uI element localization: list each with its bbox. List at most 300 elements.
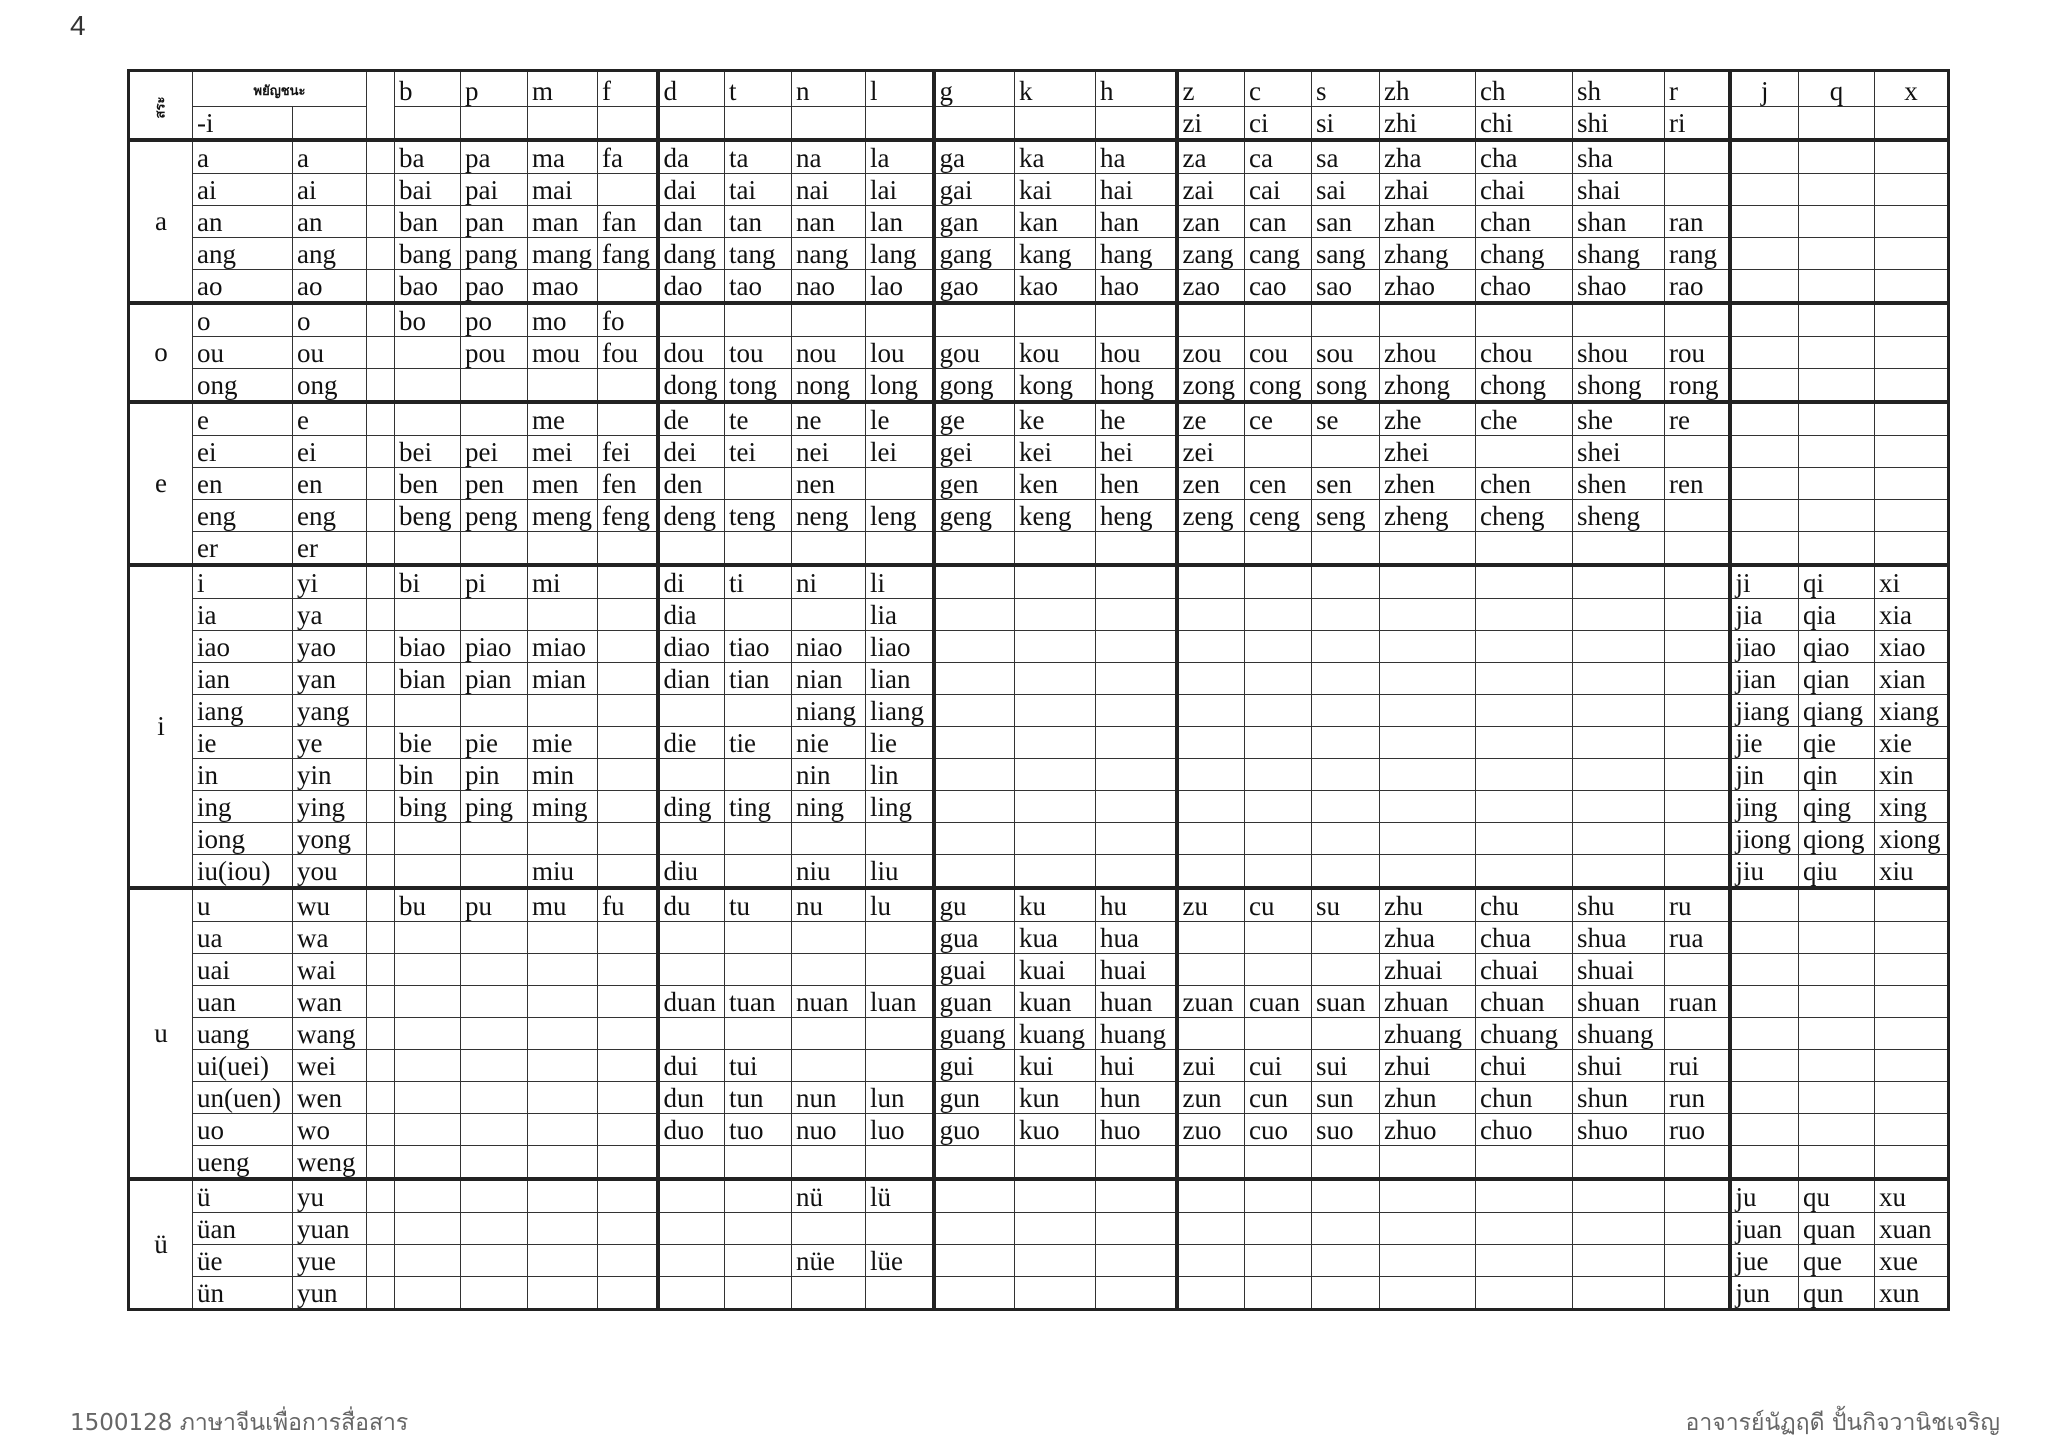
syllable-cell: fa [598, 140, 658, 174]
syllable-cell: lu [866, 888, 934, 922]
syllable-cell: men [528, 468, 598, 500]
syllable-cell [658, 303, 725, 337]
syllable-cell [1380, 695, 1476, 727]
syllable-cell [792, 1277, 866, 1310]
syllable-cell [1875, 1018, 1949, 1050]
header-row-minus-i [129, 107, 1949, 141]
syllable-cell [1799, 140, 1875, 174]
syllable-cell [792, 954, 866, 986]
syllable-cell: zi [1177, 107, 1245, 141]
initial-header-d: d [658, 71, 725, 107]
syllable-cell [461, 107, 528, 141]
syllable-cell: guang [934, 1018, 1015, 1050]
syllable-cell: nang [792, 238, 866, 270]
syllable-cell [1380, 565, 1476, 599]
syllable-cell [1573, 1245, 1665, 1277]
initial-header-q: q [1799, 71, 1875, 107]
syllable-cell: xi [1875, 565, 1949, 599]
syllable-cell: hun [1096, 1082, 1177, 1114]
syllable-cell [1177, 1018, 1245, 1050]
syllable-cell: gei [934, 436, 1015, 468]
syllable-cell [1730, 402, 1799, 436]
syllable-cell [866, 1050, 934, 1082]
syllable-cell [528, 823, 598, 855]
syllable-cell: cun [1245, 1082, 1312, 1114]
syllable-cell [1312, 565, 1380, 599]
syllable-cell [1312, 303, 1380, 337]
vowel-group-label: o [129, 303, 193, 402]
syllable-cell: kei [1015, 436, 1096, 468]
syllable-cell [1015, 599, 1096, 631]
syllable-cell: kai [1015, 174, 1096, 206]
syllable-cell [1312, 532, 1380, 566]
syllable-cell: liu [866, 855, 934, 889]
syllable-cell [725, 922, 792, 954]
syllable-cell: zao [1177, 270, 1245, 304]
standalone-cell: yi [293, 565, 367, 599]
syllable-cell [934, 303, 1015, 337]
syllable-cell [866, 1146, 934, 1180]
standalone-cell: ying [293, 791, 367, 823]
syllable-cell: zhu [1380, 888, 1476, 922]
syllable-cell [1380, 663, 1476, 695]
syllable-cell [1015, 855, 1096, 889]
final-row [129, 369, 1949, 403]
syllable-cell [1476, 303, 1573, 337]
syllable-cell [1245, 1179, 1312, 1213]
syllable-cell [1476, 1277, 1573, 1310]
syllable-cell: zuan [1177, 986, 1245, 1018]
final-row [129, 402, 1949, 436]
syllable-cell [725, 759, 792, 791]
syllable-cell [1015, 823, 1096, 855]
syllable-cell: sheng [1573, 500, 1665, 532]
syllable-cell [792, 1050, 866, 1082]
syllable-cell [658, 1179, 725, 1213]
syllable-cell: pang [461, 238, 528, 270]
syllable-cell: si [1312, 107, 1380, 141]
syllable-cell: huang [1096, 1018, 1177, 1050]
syllable-cell [598, 270, 658, 304]
vowel-group-label: a [129, 140, 193, 303]
syllable-cell [1573, 759, 1665, 791]
syllable-cell: hu [1096, 888, 1177, 922]
syllable-cell [1245, 954, 1312, 986]
syllable-cell [395, 1179, 461, 1213]
syllable-cell [395, 337, 461, 369]
syllable-cell: xing [1875, 791, 1949, 823]
syllable-cell [1573, 565, 1665, 599]
syllable-cell: sao [1312, 270, 1380, 304]
syllable-cell [792, 107, 866, 141]
syllable-cell [1730, 1082, 1799, 1114]
syllable-cell: hou [1096, 337, 1177, 369]
syllable-cell: dui [658, 1050, 725, 1082]
syllable-cell: zhao [1380, 270, 1476, 304]
syllable-cell: tui [725, 1050, 792, 1082]
syllable-cell [1096, 695, 1177, 727]
syllable-cell [1380, 1213, 1476, 1245]
syllable-cell: nian [792, 663, 866, 695]
spacer-cell [367, 1146, 395, 1180]
syllable-cell: ne [792, 402, 866, 436]
syllable-cell [528, 532, 598, 566]
syllable-cell: guo [934, 1114, 1015, 1146]
syllable-cell: cou [1245, 337, 1312, 369]
syllable-cell [1875, 1114, 1949, 1146]
syllable-cell [866, 1018, 934, 1050]
syllable-cell [598, 369, 658, 403]
syllable-cell: shou [1573, 337, 1665, 369]
syllable-cell: gua [934, 922, 1015, 954]
syllable-cell [598, 565, 658, 599]
syllable-cell [658, 532, 725, 566]
syllable-cell [934, 695, 1015, 727]
syllable-cell [1875, 468, 1949, 500]
syllable-cell [1476, 436, 1573, 468]
syllable-cell [1730, 1018, 1799, 1050]
syllable-cell: huan [1096, 986, 1177, 1018]
final-row [129, 174, 1949, 206]
syllable-cell: lei [866, 436, 934, 468]
syllable-cell [598, 922, 658, 954]
standalone-cell: yao [293, 631, 367, 663]
syllable-cell: chou [1476, 337, 1573, 369]
final-cell: ia [193, 599, 293, 631]
syllable-cell: lao [866, 270, 934, 304]
syllable-cell: kuo [1015, 1114, 1096, 1146]
syllable-cell [528, 1146, 598, 1180]
syllable-cell [658, 1277, 725, 1310]
syllable-cell [1096, 631, 1177, 663]
syllable-cell: nou [792, 337, 866, 369]
syllable-cell [1665, 759, 1730, 791]
syllable-cell [1573, 855, 1665, 889]
syllable-cell: dun [658, 1082, 725, 1114]
syllable-cell [1096, 663, 1177, 695]
syllable-cell: zhui [1380, 1050, 1476, 1082]
initial-header-r: r [1665, 71, 1730, 107]
standalone-cell: yong [293, 823, 367, 855]
syllable-cell: nai [792, 174, 866, 206]
syllable-cell: shei [1573, 436, 1665, 468]
syllable-cell: qun [1799, 1277, 1875, 1310]
syllable-cell [1312, 695, 1380, 727]
final-cell: ü [193, 1179, 293, 1213]
spacer-cell [367, 986, 395, 1018]
syllable-cell [1730, 468, 1799, 500]
syllable-cell: guan [934, 986, 1015, 1018]
spacer-cell [367, 369, 395, 403]
syllable-cell [866, 468, 934, 500]
syllable-cell [1245, 922, 1312, 954]
pinyin-table [127, 69, 1950, 1311]
spacer-cell [367, 1213, 395, 1245]
standalone-cell: yan [293, 663, 367, 695]
syllable-cell: han [1096, 206, 1177, 238]
syllable-cell [866, 1213, 934, 1245]
syllable-cell [1312, 1018, 1380, 1050]
syllable-cell [395, 1245, 461, 1277]
syllable-cell [725, 823, 792, 855]
syllable-cell [934, 631, 1015, 663]
syllable-cell [1799, 888, 1875, 922]
syllable-cell [1665, 500, 1730, 532]
syllable-cell: quan [1799, 1213, 1875, 1245]
syllable-cell: zhan [1380, 206, 1476, 238]
spacer-cell [367, 727, 395, 759]
syllable-cell [725, 468, 792, 500]
syllable-cell [658, 1213, 725, 1245]
syllable-cell: meng [528, 500, 598, 532]
syllable-cell [1730, 922, 1799, 954]
syllable-cell: zhuo [1380, 1114, 1476, 1146]
syllable-cell: dao [658, 270, 725, 304]
syllable-cell [1665, 954, 1730, 986]
syllable-cell: ca [1245, 140, 1312, 174]
syllable-cell [1730, 369, 1799, 403]
syllable-cell: se [1312, 402, 1380, 436]
syllable-cell: tian [725, 663, 792, 695]
syllable-cell: hen [1096, 468, 1177, 500]
syllable-cell [1875, 174, 1949, 206]
syllable-cell [598, 954, 658, 986]
syllable-cell: bo [395, 303, 461, 337]
syllable-cell: rao [1665, 270, 1730, 304]
final-cell: uo [193, 1114, 293, 1146]
syllable-cell [528, 954, 598, 986]
syllable-cell: shao [1573, 270, 1665, 304]
final-cell: ang [193, 238, 293, 270]
spacer-cell [367, 238, 395, 270]
syllable-cell [1476, 663, 1573, 695]
syllable-cell [461, 369, 528, 403]
syllable-cell: kui [1015, 1050, 1096, 1082]
spacer-cell [367, 402, 395, 436]
spacer-cell [367, 532, 395, 566]
syllable-cell: tuo [725, 1114, 792, 1146]
syllable-cell [1476, 599, 1573, 631]
syllable-cell: tao [725, 270, 792, 304]
syllable-cell: jiong [1730, 823, 1799, 855]
syllable-cell [1096, 1277, 1177, 1310]
spacer-cell [367, 436, 395, 468]
syllable-cell: piao [461, 631, 528, 663]
syllable-cell: da [658, 140, 725, 174]
syllable-cell [1245, 599, 1312, 631]
final-row [129, 532, 1949, 566]
syllable-cell: qian [1799, 663, 1875, 695]
syllable-cell: gen [934, 468, 1015, 500]
syllable-cell [1245, 663, 1312, 695]
syllable-cell: tang [725, 238, 792, 270]
syllable-cell [658, 695, 725, 727]
syllable-cell [866, 1277, 934, 1310]
final-row [129, 500, 1949, 532]
syllable-cell [1380, 823, 1476, 855]
syllable-cell: nan [792, 206, 866, 238]
syllable-cell [1730, 1050, 1799, 1082]
spacer-cell [367, 206, 395, 238]
syllable-cell: rua [1665, 922, 1730, 954]
syllable-cell: cuan [1245, 986, 1312, 1018]
syllable-cell [1245, 565, 1312, 599]
final-cell: en [193, 468, 293, 500]
vowel-header [129, 71, 193, 141]
syllable-cell [598, 1050, 658, 1082]
syllable-cell: pou [461, 337, 528, 369]
syllable-cell [725, 1146, 792, 1180]
spacer-cell [367, 174, 395, 206]
syllable-cell [528, 695, 598, 727]
final-cell: iu(iou) [193, 855, 293, 889]
syllable-cell: gai [934, 174, 1015, 206]
syllable-cell [1799, 402, 1875, 436]
minus-i-blank [293, 107, 367, 141]
syllable-cell [1380, 759, 1476, 791]
syllable-cell [1312, 791, 1380, 823]
syllable-cell [1015, 727, 1096, 759]
syllable-cell [1665, 823, 1730, 855]
footer-instructor-name: อาจารย์นัฏฤดี ปั้นกิจวานิชเจริญ [1685, 1410, 2000, 1436]
syllable-cell: ni [792, 565, 866, 599]
vowel-group-label: u [129, 888, 193, 1179]
final-cell: uang [193, 1018, 293, 1050]
syllable-cell [1799, 468, 1875, 500]
syllable-cell: qiu [1799, 855, 1875, 889]
final-cell: o [193, 303, 293, 337]
syllable-cell: xie [1875, 727, 1949, 759]
syllable-cell [792, 1018, 866, 1050]
syllable-cell: mang [528, 238, 598, 270]
final-cell: ün [193, 1277, 293, 1310]
syllable-cell [1096, 1179, 1177, 1213]
final-cell: ing [193, 791, 293, 823]
spacer-cell [367, 663, 395, 695]
initial-header-h: h [1096, 71, 1177, 107]
syllable-cell: chuai [1476, 954, 1573, 986]
syllable-cell [1730, 986, 1799, 1018]
syllable-cell: hao [1096, 270, 1177, 304]
syllable-cell [658, 1245, 725, 1277]
syllable-cell [461, 922, 528, 954]
syllable-cell [1177, 1245, 1245, 1277]
syllable-cell [1730, 206, 1799, 238]
standalone-cell: an [293, 206, 367, 238]
syllable-cell: shong [1573, 369, 1665, 403]
syllable-cell: xiu [1875, 855, 1949, 889]
syllable-cell [1799, 270, 1875, 304]
syllable-cell [1245, 727, 1312, 759]
final-row [129, 206, 1949, 238]
spacer-cell [367, 695, 395, 727]
syllable-cell: ba [395, 140, 461, 174]
syllable-cell: chan [1476, 206, 1573, 238]
syllable-cell [1015, 631, 1096, 663]
final-row [129, 791, 1949, 823]
syllable-cell: kun [1015, 1082, 1096, 1114]
final-cell: un(uen) [193, 1082, 293, 1114]
final-cell: iang [193, 695, 293, 727]
syllable-cell [598, 986, 658, 1018]
spacer-cell [367, 140, 395, 174]
syllable-cell: hong [1096, 369, 1177, 403]
syllable-cell [1177, 695, 1245, 727]
syllable-cell [1875, 922, 1949, 954]
syllable-cell: shuang [1573, 1018, 1665, 1050]
syllable-cell [934, 791, 1015, 823]
syllable-cell: geng [934, 500, 1015, 532]
syllable-cell: liao [866, 631, 934, 663]
syllable-cell: di [658, 565, 725, 599]
final-row [129, 695, 1949, 727]
syllable-cell: cai [1245, 174, 1312, 206]
spacer-cell [367, 1277, 395, 1310]
syllable-cell: diao [658, 631, 725, 663]
syllable-cell: kong [1015, 369, 1096, 403]
syllable-cell [1312, 727, 1380, 759]
syllable-cell [461, 1179, 528, 1213]
syllable-cell [395, 369, 461, 403]
syllable-cell [461, 1277, 528, 1310]
syllable-cell [598, 1018, 658, 1050]
final-cell: iao [193, 631, 293, 663]
syllable-cell: su [1312, 888, 1380, 922]
syllable-cell [1665, 727, 1730, 759]
syllable-cell [1245, 532, 1312, 566]
syllable-cell: neng [792, 500, 866, 532]
syllable-cell [1177, 759, 1245, 791]
syllable-cell [1665, 695, 1730, 727]
syllable-cell: tiao [725, 631, 792, 663]
syllable-cell [1799, 532, 1875, 566]
syllable-cell: ban [395, 206, 461, 238]
syllable-cell: chao [1476, 270, 1573, 304]
syllable-cell: man [528, 206, 598, 238]
syllable-cell [1573, 1277, 1665, 1310]
syllable-cell: cui [1245, 1050, 1312, 1082]
syllable-cell [1177, 1277, 1245, 1310]
syllable-cell [461, 823, 528, 855]
syllable-cell [598, 107, 658, 141]
syllable-cell: qing [1799, 791, 1875, 823]
syllable-cell: ku [1015, 888, 1096, 922]
syllable-cell [1875, 303, 1949, 337]
syllable-cell: bang [395, 238, 461, 270]
syllable-cell: pei [461, 436, 528, 468]
standalone-cell: o [293, 303, 367, 337]
syllable-cell [866, 954, 934, 986]
syllable-cell: tou [725, 337, 792, 369]
syllable-cell [1665, 1018, 1730, 1050]
syllable-cell [395, 1146, 461, 1180]
syllable-cell: zei [1177, 436, 1245, 468]
syllable-cell: ju [1730, 1179, 1799, 1213]
syllable-cell [1730, 532, 1799, 566]
syllable-cell [1476, 855, 1573, 889]
syllable-cell [725, 855, 792, 889]
syllable-cell [1380, 532, 1476, 566]
syllable-cell: xia [1875, 599, 1949, 631]
syllable-cell [792, 823, 866, 855]
final-row [129, 337, 1949, 369]
final-row [129, 468, 1949, 500]
syllable-cell [395, 823, 461, 855]
syllable-cell: zu [1177, 888, 1245, 922]
syllable-cell [866, 107, 934, 141]
syllable-cell: dia [658, 599, 725, 631]
syllable-cell: ka [1015, 140, 1096, 174]
